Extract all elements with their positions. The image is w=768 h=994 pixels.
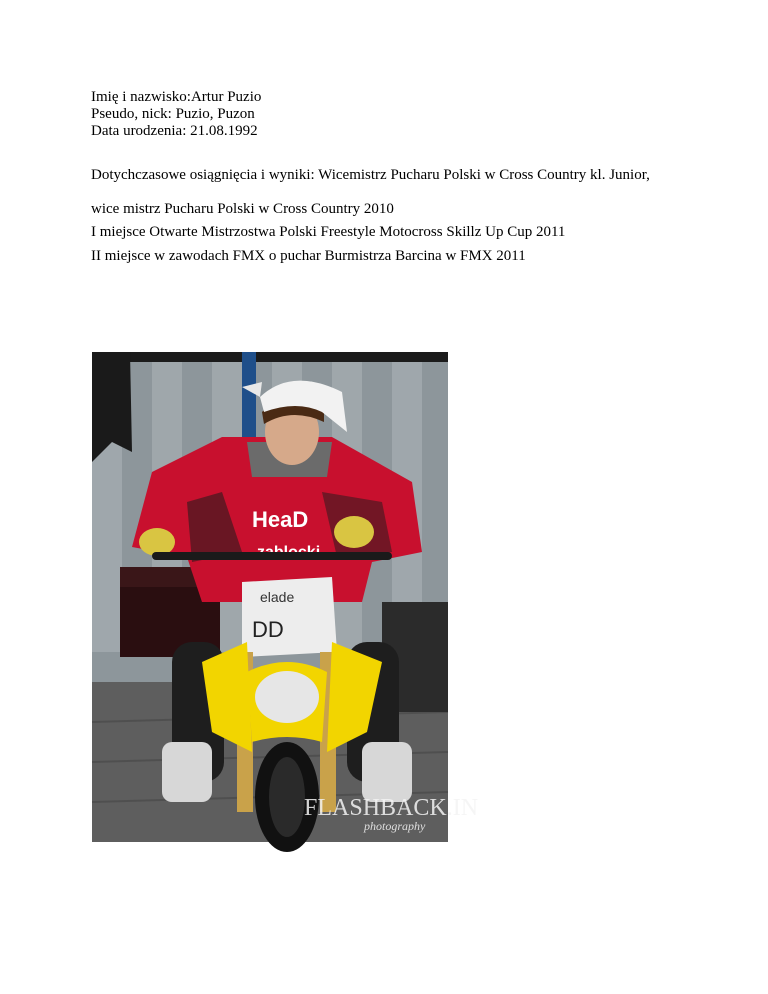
achievement-item: wice mistrz Pucharu Polski w Cross Country 2010 [91, 201, 394, 217]
svg-text:DD: DD [252, 617, 284, 642]
birth-date-line: Data urodzenia: 21.08.1992 [91, 123, 258, 139]
svg-text:HeaD: HeaD [252, 507, 309, 532]
achievement-item: II miejsce w zawodach FMX o puchar Burmistrza Barcina w FMX 2011 [91, 248, 526, 264]
achievements-intro: Dotychczasowe osiągnięcia i wyniki: Wicemistrz Pucharu Polski w Cross Country kl. Junior, [91, 167, 650, 183]
achievement-item: I miejsce Otwarte Mistrzostwa Polski Freestyle Motocross Skillz Up Cup 2011 [91, 224, 566, 240]
rider-photo [92, 352, 479, 842]
watermark-sub: photography [364, 819, 426, 833]
svg-text:elade: elade [260, 589, 295, 605]
nick-line: Pseudo, nick: Puzio, Puzon [91, 106, 255, 122]
watermark-main: FLASHBACK.IN [304, 795, 479, 821]
name-line: Imię i nazwisko:Artur Puzio [91, 89, 262, 105]
